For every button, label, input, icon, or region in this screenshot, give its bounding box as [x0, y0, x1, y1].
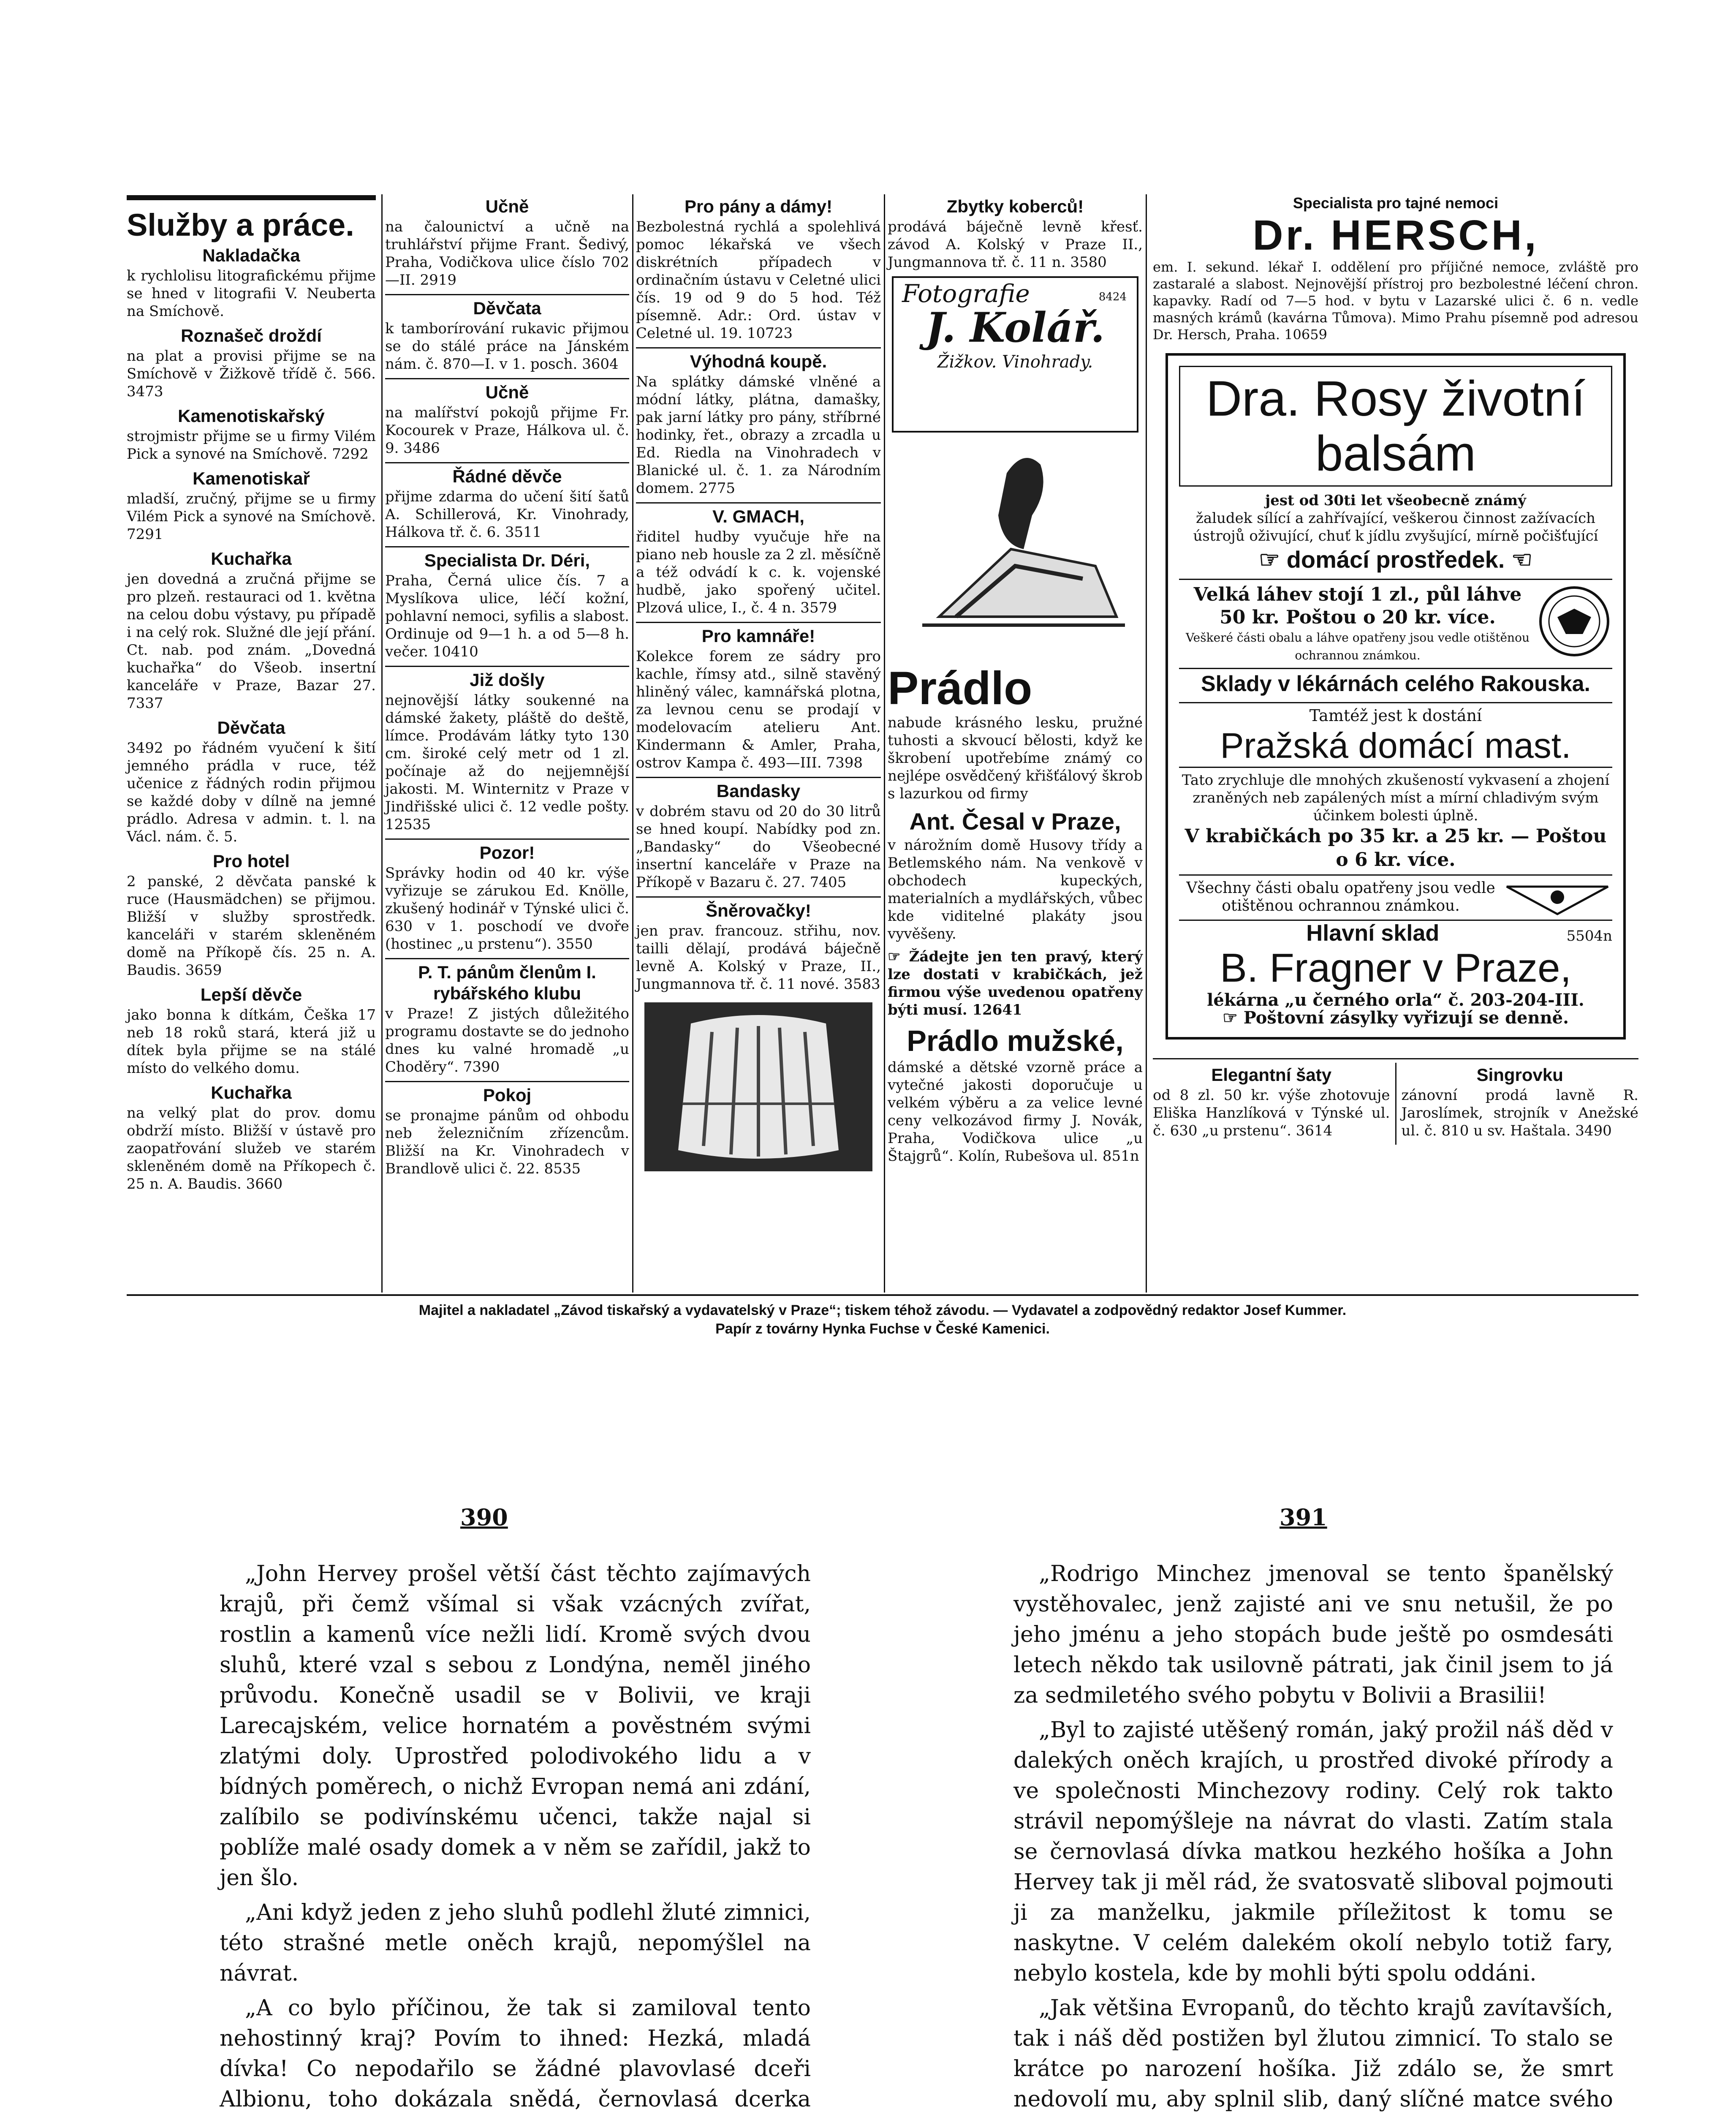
pointing-hand-icon: ☞ — [1258, 546, 1287, 573]
ad-heading: Pokoj — [483, 1085, 532, 1105]
ad-heading: Elegantní šaty — [1211, 1065, 1332, 1085]
ad-text: přijme zdarma do učení šití šatů A. Schillerová, Kr. Vinohrady, Hálkova tř. č. 6. 3511 — [385, 488, 629, 541]
ad-text: nejnovější látky soukenné na dámské žakety, pláště do deště, límce. Prodávám látky tyto 130 cm. široké celý metr od 1 zl. počínaje až do nejjemnější jakosti. M. Winternitz v Praze v Jindřišské ulici č. 12 vedle pošty. 12535 — [385, 692, 629, 833]
article-paragraph: „Byl to zajisté utěšený román, jaký prožil náš děd v dalekých oněch krajích, u prostřed divoké přírody a ve společnosti Minchezovy rodiny. Celý rok takto strávil nepomýšleje na návrat do vlasti. Zatím stala se černovlasá dívka matkou hezkého hošíka a John Hervey tak ji měl rád, že svatosvatě sliboval pojmouti ji za manželku, jakmile příležitost k tomu se naskytne. V celém dalekém okolí nebylo totiž fary, nebylo kostela, kde by mohli býti spolu oddáni. — [1013, 1717, 1613, 1986]
sklad-number: 5504n — [1566, 928, 1612, 944]
ad-text: dámské a dětské vzorně práce a vytečné jakosti doporučuje u velkém výběru a za velice levné ceny velkozávod firmy J. Novák, Praha, Vodičkova ulice „u Štajgrů“. Kolín, Rubešova ul. 851n — [888, 1059, 1143, 1165]
ad-heading: P. T. pánům členům I. rybářského klubu — [418, 962, 596, 1003]
ad-text: strojmistr přijme se u firmy Vilém Pick a synové na Smíchově. 7292 — [127, 428, 376, 463]
ad-text: 3492 po řádném vyučení k šití jemného prádla v ruce, též učenice z řádných rodin přijmou se každé doby v dílně na jemné prádlo. Adresa v admin. t. l. na Václ. nám. č. 5. — [127, 740, 376, 845]
ad-text: 2 panské, 2 děvčata panské k ruce (Hausmädchen) se přijmou. Bližší v služby sprostředk. kanceláři v starém skleněném domě na Příkopě čís. 25 n. A. Baudis. 3659 — [127, 873, 376, 979]
ad-heading: Šněrovačky! — [706, 901, 811, 920]
mast-intro: Tamtéž jest k dostání — [1179, 702, 1612, 724]
ad-separator — [385, 838, 629, 840]
article-paragraph: „Jak většina Evropanů, do těchto krajů zavítavších, tak i náš děd postižen byl žlutou zimnicí. To stalo se krátce po narození hošíka. Již zdálo se, že smrt nedovolí mu, aby splnil slib, daný slíčné matce svého — [1013, 1995, 1613, 2112]
balsam-domestic-text: domácí prostředek. — [1286, 546, 1505, 573]
sklad-head: Hlavní sklad — [1306, 920, 1440, 946]
ad-text: v nárožním domě Husovy třídy a Betlemského nám. Na venkově v obchodech kupeckých, materialních a mydlářských, vůbec kde viditelné plakáty jsou vyvěšeny. — [888, 837, 1143, 942]
ad-text: Správky hodin od 40 kr. výše vyřizuje se zárukou Ed. Knölle, zkušený hodinář v Týnské ulici č. 630 v 1. poschodí ve dvoře (hostinec „u prstenu“). 3550 — [385, 865, 629, 953]
ad-text: na plat a provisi přijme se na Smíchově v Žižkově třídě č. 566. 3473 — [127, 348, 376, 400]
pradlo-heading: Prádlo — [888, 662, 1032, 714]
mast-note: Všechny části obalu opatřeny jsou vedle otištěnou ochrannou známkou. — [1186, 879, 1495, 914]
mast-title: Pražská domácí mast. — [1220, 726, 1571, 765]
heavy-rule — [127, 195, 376, 200]
balsam-line: žaludek sílící a zahřívající, veškerou činnost zažívacích ústrojů oživující, chuť k jídlu zvyšující, mírně počišťující — [1193, 510, 1598, 544]
footer-rule — [127, 1294, 1638, 1296]
ad-heading: Již došly — [470, 670, 545, 690]
ad-text: nabude krásného lesku, pružné tuhosti a skvoucí bělosti, když ke škrobení upotřebíme známý co nejlépe osvědčený křišťálový škrob s lazurkou od firmy — [888, 714, 1143, 802]
ad-heading: Učně — [485, 196, 529, 216]
ad-text: jen dovedná a zručná přijme se pro plzeň. restauraci od 1. května na celou dobu výstavy, pu případě i na celý rok. Služné dle její přání. Ct. nab. pod znám. „Dovedná kuchařka“ do Všeob. insertní kanceláře v Praze, Bazar 27. 7337 — [127, 571, 376, 712]
ad-separator — [385, 378, 629, 379]
ad-text: na malířství pokojů přijme Fr. Kocourek v Praze, Hálkova ul. č. 9. 3486 — [385, 404, 629, 457]
balsam-sklady: Sklady v lékárnách celého Rakouska. — [1201, 672, 1591, 696]
pointing-hand-icon: ☜ — [1505, 546, 1533, 573]
article-paragraph: „John Hervey prošel větší část těchto zajímavých krajů, při čemž všímal si však vzácných zvířat, rostlin a kamenů více nežli lidí. Kromě svých dvou sluhů, které vzal s sebou z Londýna, neměl jiného průvodu. Konečně usadil se v Bolivii, ve kraji Larecajském, velice hornatém a pověstném svými zlatými doly. Uprostřed polodivokého lidu a v bídných poměrech, o nichž Evropan nemá ani zdání, zalíbilo se podivínskému učenci, takže najal si poblíže malé osady domek a v něm se zařídil, jakž to jen šlo. — [220, 1561, 811, 1891]
balsam-price-row — [1179, 579, 1612, 669]
ad-separator — [385, 294, 629, 295]
ad-text: Bezbolestná rychlá a spolehlivá pomoc lékařská ve všech diskrétních případech v ordinačním ústavu v Celetné ulici čís. 19 od 9 do 5 hod. Též písemně. Adr.: Ord. ústav v Celetné ul. 19. 10723 — [636, 218, 881, 342]
saty-ad — [1153, 1063, 1396, 1145]
ad-heading: Pozor! — [479, 843, 535, 863]
ad-separator — [385, 1081, 629, 1082]
ad-separator — [636, 896, 881, 898]
ad-heading: Kamenotiskař — [193, 468, 310, 488]
ad-text: na čalounictví a učně na truhlářství přijme Frant. Šedivý, Praha, Vodičkova ulice číslo 702—II. 2919 — [385, 218, 629, 288]
ad-heading: Prádlo mužské, — [907, 1024, 1124, 1057]
ad-text: se pronajme pánům od ohbodu neb železničním zřízencům. Bližší na Kr. Vinohradech v Brandlově ulici č. 22. 8535 — [385, 1107, 629, 1177]
footer-line-2: Papír z továrny Hynka Fuchse v České Kamenici. — [715, 1321, 1050, 1337]
ad-text: Praha, Černá ulice čís. 7 a Myslíkova ulice, léčí kožní, pohlavní nemoci, syfilis a slabost. Ordinuje od 9—1 h. a od 5—8 h. večer. 10410 — [385, 572, 629, 660]
ad-separator — [385, 666, 629, 667]
ad-heading: Pro pány a dámy! — [684, 196, 833, 216]
zadejte-text: Žádejte jen ten pravý, který lze dostati v krabičkách, jež firmou výše uvedenou opatřeny býti musí. 12641 — [888, 948, 1143, 1018]
ad-heading: Řádné děvče — [452, 466, 562, 486]
sklad-row — [1179, 920, 1612, 945]
photo-ad-name: J. Kolář. — [925, 304, 1105, 351]
footer-imprint — [127, 1301, 1638, 1338]
classifieds-column-1 — [127, 207, 376, 1198]
ad-text: Na splátky dámské vlněné a módní látky, plátna, damašky, pak jarní látky pro pány, stříbrné hodinky, řet., obrazy a zrcadla u Ed. Riedla na Vinohradech v Blanické ul. č. 1. za Národním domem. 2775 — [636, 373, 881, 497]
ad-text: na velký plat do prov. domu obdrží místo. Bližší v ústavě pro zaopatřování služeb ve starém skleněném domě na Příkopech č. 25 n. A. Baudis. 3660 — [127, 1105, 376, 1192]
balsam-line: jest od 30ti let všeobecně známý — [1265, 492, 1527, 509]
ad-separator — [385, 546, 629, 547]
ad-heading: Pro hotel — [212, 851, 290, 871]
classifieds-column-3 — [636, 194, 881, 1176]
photo-ad-title: Fotografie — [902, 279, 1030, 308]
hersch-name: Dr. HERSCH, — [1252, 212, 1539, 259]
ad-separator — [385, 958, 629, 959]
mast-price: V krabičkách po 35 kr. a 25 kr. — Poštou o 6 kr. více. — [1185, 825, 1607, 871]
column-divider — [884, 194, 885, 1293]
article-paragraph: „Ani když jeden z jeho sluhů podlehl žluté zimnici, této strašné metle oněch krajů, nepomýšlel na návrat. — [220, 1900, 811, 1986]
ad-text: v dobrém stavu od 20 do 30 litrů se hned koupí. Nabídky pod zn. „Bandasky“ do Všeobecné insertní kanceláře v Praze na Příkopě v Bazaru č. 27. 7405 — [636, 803, 881, 891]
fragner-name: B. Fragner v Praze, — [1220, 945, 1572, 991]
ad-text: zánovní prodá lavně R. Jaroslímek, strojník v Anežské ul. č. 810 u sv. Haštala. 3490 — [1401, 1087, 1638, 1139]
ad-text: jako bonna k dítkám, Češka 17 neb 18 roků stará, která již u dítek byla přijme se na stálé místo do velkého domu. — [127, 1007, 376, 1077]
bottom-ads-row — [1153, 1058, 1638, 1145]
singrovku-ad — [1396, 1063, 1639, 1145]
lekarna-line: lékárna „u černého orla“ č. 203-204-III. — [1207, 990, 1584, 1010]
ad-heading: Výhodná koupě. — [690, 351, 827, 371]
ad-text: mladší, zručný, přijme se u firmy Vilém Pick a synové na Smíchově. 7291 — [127, 490, 376, 543]
ad-heading: Ant. Česal v Praze, — [909, 808, 1121, 835]
postovni-line — [1179, 1009, 1612, 1027]
hersch-top: Specialista pro tajné nemoci — [1293, 194, 1499, 212]
ad-heading: Specialista Dr. Déri, — [424, 550, 590, 570]
article-paragraph: „Rodrigo Minchez jmenoval se tento španělský vystěhovalec, jenž zajisté ani ve snu netušil, že po jeho jménu a jeho stopách bude ještě po osmdesáti letech někdo tak usilovně pátrati, jak činil jsem to já za sedmiletého svého pobytu v Bolivii a Brasilii! — [1013, 1561, 1613, 1708]
ad-text: Kolekce forem ze sádry pro kachle, římsy atd., silně stavěný hliněný válec, kamnářská plotna, za levnou cenu se prodají v modelovacím atelieru Ant. Kindermann & Amler, Praha, ostrov Kampa č. 493—III. 7398 — [636, 648, 881, 771]
ad-heading: Kuchařka — [211, 549, 292, 569]
ad-separator — [385, 462, 629, 463]
ad-separator — [636, 622, 881, 623]
ad-text: k rychlolisu litografickému přijme se hned v litografii V. Neuberta na Smíchově. — [127, 267, 376, 320]
classifieds-column-4 — [888, 194, 1143, 1170]
ad-text-bold — [888, 948, 1143, 1019]
ad-heading: Děvčata — [217, 718, 285, 738]
article-left — [220, 1559, 811, 2112]
ad-heading: Singrovku — [1476, 1065, 1563, 1085]
ad-heading: Bandasky — [716, 781, 801, 801]
ad-text: k tamborírování rukavic přijmou se do stálé práce na Jánském nám. č. 870—I. v 1. posch. 3604 — [385, 320, 629, 373]
ad-text: od 8 zl. 50 kr. výše zhotovuje Eliška Hanzlíková v Týnské ul. č. 630 „u prstenu“. 3614 — [1153, 1087, 1390, 1139]
ad-text: v Praze! Z jistých důležitého programu dostavte se do jednoho dnes ku valné hromadě „u Choděry“. 7390 — [385, 1005, 629, 1075]
ad-heading: Kuchařka — [211, 1083, 292, 1102]
pointing-hand-icon: ☞ — [888, 948, 909, 965]
balsam-domestic — [1179, 545, 1612, 574]
photo-ad-box — [892, 276, 1138, 433]
eagle-seal-icon — [1536, 583, 1612, 659]
page-number-left: 390 — [460, 1504, 508, 1531]
ad-text: prodává báječně levně křesť. závod A. Kolský v Praze II., Jungmannova tř. č. 11 n. 3580 — [888, 218, 1143, 271]
ad-heading: Kamenotiskařský — [178, 406, 325, 426]
ad-text: řiditel hudby vyučuje hře na piano neb housle za 2 zl. měsíčně a též odvádí k c. k. vojenské hudbě, jako spořený učitel. Plzová ulice, I., č. 4 n. 3579 — [636, 528, 881, 616]
pointing-hand-icon: ☞ — [1222, 1008, 1244, 1028]
ad-heading: V. GMACH, — [712, 506, 804, 526]
iron-illustration — [897, 439, 1133, 659]
balsam-price: Velká láhev stojí 1 zl., půl láhve 50 kr. Poštou o 20 kr. více. — [1193, 584, 1522, 628]
ad-heading: Pro kamnáře! — [701, 626, 815, 646]
ad-separator — [636, 777, 881, 778]
corset-illustration — [640, 998, 877, 1176]
balsam-note: Veškeré části obalu a láhve opatřeny jsou vedle otištěnou ochrannou známkou. — [1186, 631, 1530, 662]
column-divider — [381, 194, 383, 1293]
column-divider — [632, 194, 633, 1293]
ad-heading: Zbytky koberců! — [946, 196, 1084, 216]
ad-heading: Roznašeč droždí — [181, 326, 322, 346]
postovni-text: Poštovní zásylky vyřizují se denně. — [1243, 1008, 1569, 1028]
ad-separator — [636, 502, 881, 504]
pradlo-ad — [888, 663, 1143, 714]
ad-heading: Nakladačka — [202, 245, 300, 265]
balsam-ad-box — [1165, 353, 1626, 1040]
ad-heading: Lepší děvče — [200, 985, 302, 1004]
mast-note-row — [1179, 874, 1612, 916]
mast-text: Tato zrychluje dle mnohých zkušeností vykvasení a zhojení zraněných neb zapálených míst a mírní chladivým svým účinkem bolesti úplně. — [1179, 767, 1612, 825]
balsam-title: Dra. Rosy životní balsám — [1179, 366, 1612, 487]
page-number-right: 391 — [1280, 1504, 1327, 1531]
ad-text: jen prav. francouz. střihu, nov. tailli dělají, prodává báječně levně A. Kolský v Praze, II., Jungmannova tř. č. 11 nové. 3583 — [636, 923, 881, 993]
article-right — [1013, 1559, 1613, 2112]
photo-ad-number: 8424 — [1098, 291, 1127, 303]
hersch-text: em. I. sekund. lékař I. oddělení pro příjičné nemoce, zvláště pro zastaralé a slabost. Nejnovější přístroj pro bezbolestné léčení chron. kapavky. Radí od 7—5 hod. v bytu v Lazarské ulici č. 6 n. vedle masných krámů (kavárna Tůmova). Mimo Prahu písemně pod adresou Dr. Hersch, Praha. 10659 — [1153, 259, 1638, 343]
ad-heading: Děvčata — [473, 298, 541, 318]
photo-ad-locations: Žižkov. Vinohrady. — [937, 352, 1093, 372]
article-paragraph: „A co bylo příčinou, že tak si zamiloval tento nehostinný kraj? Povím to ihned: Hezká, mladá dívka! Co nepodařilo se žádné plavovlasé dceři Albionu, toho dokázala snědá, černovlasá dcerka — [220, 1995, 811, 2112]
footer-line-1: Majitel a nakladatel „Závod tiskařský a vydavatelský v Praze“; tiskem téhož závodu. — Vydavatel a zodpovědný redaktor Josef Kummer. — [418, 1302, 1347, 1318]
classifieds-column-2 — [385, 194, 629, 1183]
column-divider — [1146, 194, 1147, 1293]
ad-heading: Učně — [485, 382, 529, 402]
section-title: Služby a práce. — [127, 207, 354, 242]
classifieds-column-5 — [1153, 194, 1638, 1145]
ad-separator — [636, 347, 881, 348]
trademark-icon — [1502, 878, 1612, 916]
